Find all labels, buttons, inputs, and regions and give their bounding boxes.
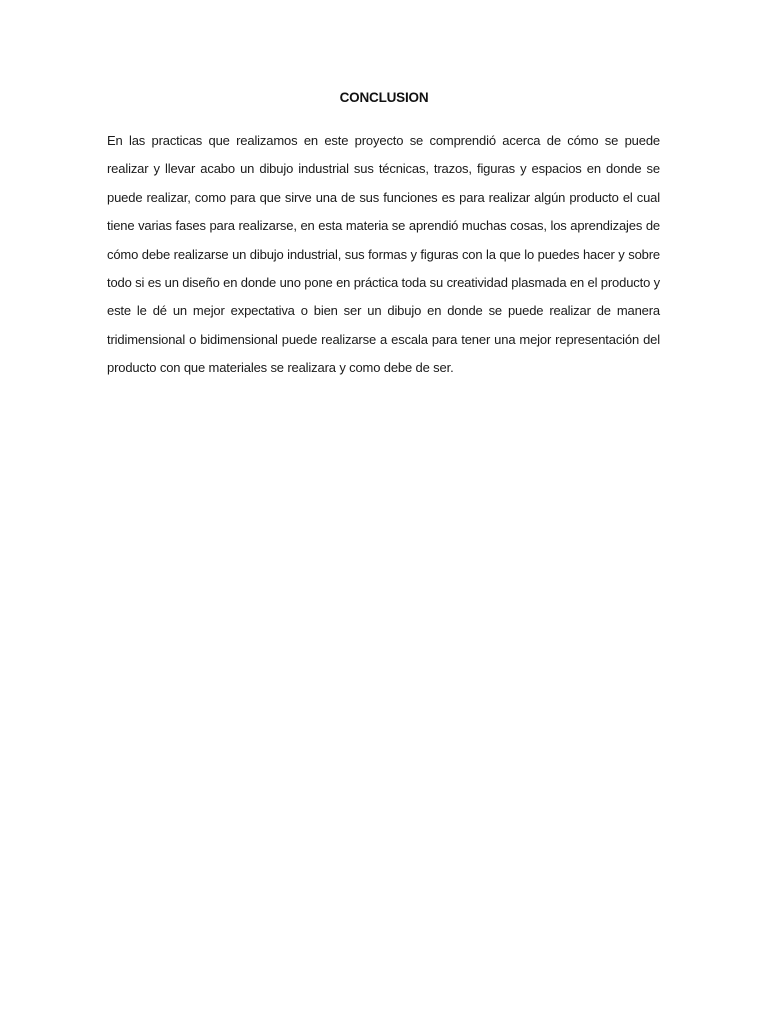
document-title: CONCLUSION <box>339 90 429 105</box>
conclusion-paragraph: En las practicas que realizamos en este proyecto se comprendió acerca de cómo se puede realizar y llevar acabo un dibujo industrial sus técnicas, trazos, figuras y espacios en donde se puede realizar, como para que sirve una de sus funciones es para realizar algún producto el cual tiene varias fases para realizarse, en esta materia se aprendió muchas cosas, los aprendizajes de cómo debe realizarse un dibujo industrial, sus formas y figuras con la que lo puedes hacer y sobre todo si es un diseño en donde uno pone en práctica toda su creatividad plasmada en el producto y este le dé un mejor expectativa o bien ser un dibujo en donde se puede realizar de manera tridimensional o bidimensional puede realizarse a escala para tener una mejor representación del producto con que materiales se realizara y como debe de ser. <box>107 133 660 376</box>
